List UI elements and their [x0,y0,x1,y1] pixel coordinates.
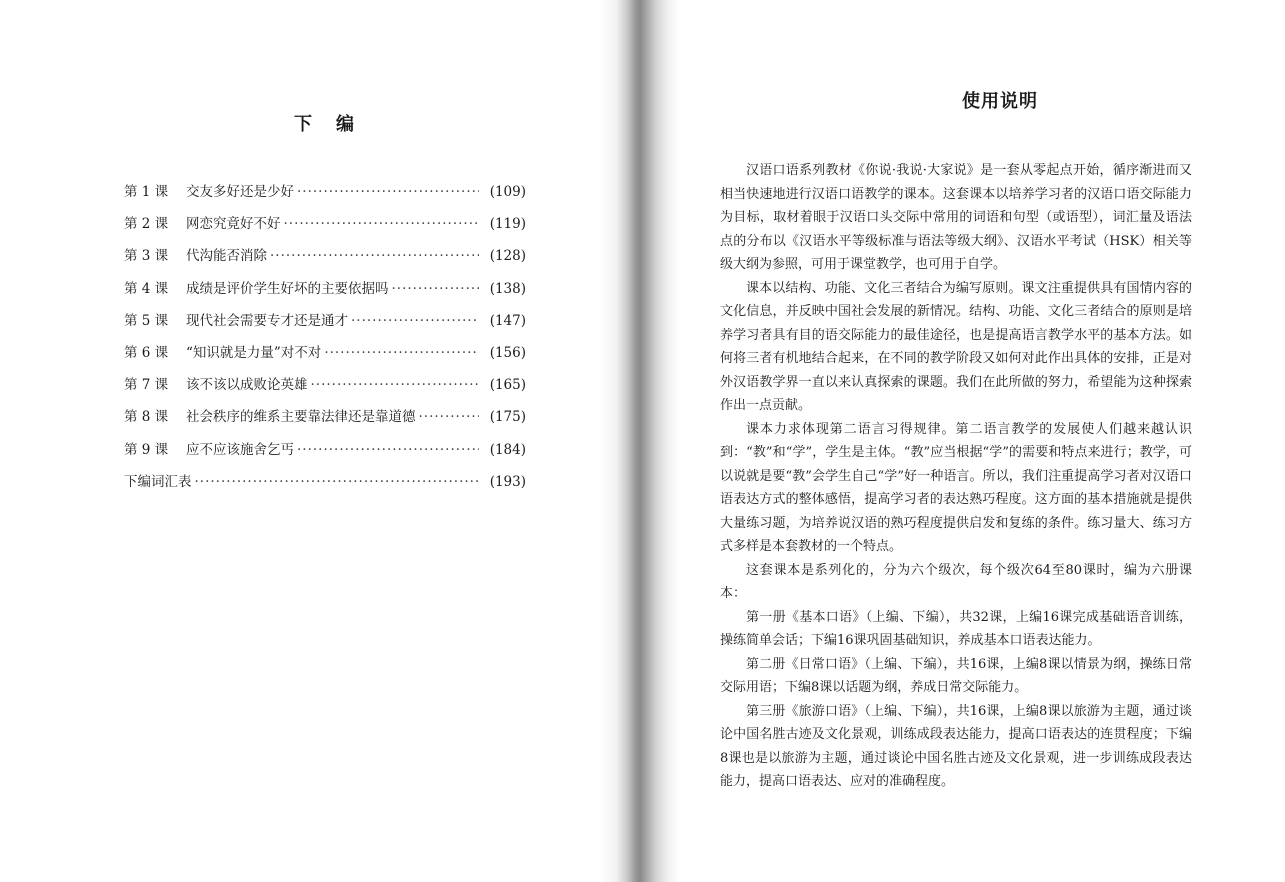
toc-leader-dots [324,345,479,361]
left-page [0,0,624,882]
toc-lesson-number: 第 8 课 [124,409,169,426]
toc-page-number: (156) [489,344,526,361]
toc-lesson-number: 第 9 课 [124,441,169,458]
guide-paragraph: 这套课本是系列化的，分为六个级次，每个级次64至80课时，编为六册课本： [720,562,1192,601]
toc-entry[interactable] [124,309,526,341]
toc-lesson-title: 社会秩序的维系主要靠法律还是靠道德 [186,409,416,426]
table-of-contents [124,180,526,502]
toc-title [124,110,526,136]
toc-leader-dots [351,313,479,329]
toc-vocabulary-title: 下编词汇表 [124,473,192,490]
toc-leader-dots [311,377,480,393]
toc-entry[interactable] [124,212,526,244]
toc-lesson-number: 第 6 课 [124,344,169,361]
toc-leader-dots [297,184,479,200]
toc-lesson-number: 第 4 课 [124,280,169,297]
toc-title-part2: 编 [336,114,356,135]
toc-entry[interactable] [124,373,526,405]
toc-page-number: (184) [489,441,526,458]
toc-page-number: (128) [489,248,526,265]
toc-lesson-title: 应不应该施舍乞丐 [186,441,294,458]
toc-entry[interactable] [124,180,526,212]
toc-page-number: (193) [489,473,526,490]
toc-lesson-number: 第 1 课 [124,184,169,200]
toc-entry[interactable] [124,405,526,437]
toc-entry[interactable] [124,277,526,309]
toc-entry[interactable] [124,341,526,373]
toc-leader-dots [270,248,479,264]
right-page [680,0,1285,882]
guide-paragraph: 第二册《日常口语》（上编、下编），共16课，上编8课以情景为纲，操练日常交际用语；下编8课以话题为纲，养成日常交际能力。 [720,656,1192,695]
guide-body [720,159,1192,794]
toc-entry-vocabulary[interactable] [124,470,526,502]
toc-leader-dots [195,474,480,490]
toc-leader-dots [284,216,480,232]
guide-paragraph: 第一册《基本口语》（上编、下编），共32课，上编16课完成基础语音训练，操练简单会话；下编16课巩固基础知识，养成基本口语表达能力。 [720,609,1192,648]
guide-title: 使用说明 [962,91,1038,112]
toc-lesson-title: 代沟能否消除 [186,248,267,265]
toc-lesson-title: 现代社会需要专才还是通才 [186,312,348,329]
toc-lesson-title: 成绩是评价学生好坏的主要依据吗 [186,280,389,297]
toc-leader-dots [392,281,480,297]
toc-entry[interactable] [124,244,526,276]
toc-lesson-number: 第 7 课 [124,377,169,394]
toc-page-number: (165) [489,377,526,394]
guide-paragraph: 汉语口语系列教材《你说·我说·大家说》是一套从零起点开始，循序渐进而又相当快速地进行汉语口语教学的课本。这套课本以培养学习者的汉语口语交际能力为目标，取材着眼于汉语口头交际中常用的词语和句型（或语型），词汇量及语法点的分布以《汉语水平等级标准与语法等级大纲》、汉语水平考试（HSK）相关等级大纲为参照，可用于课堂教学，也可用于自学。 [720,163,1192,272]
toc-lesson-title: 网恋究竟好不好 [186,216,281,233]
toc-page-number: (138) [489,280,526,297]
toc-page-number: (119) [489,216,526,233]
toc-page-number: (147) [489,312,526,329]
toc-lesson-number: 第 3 课 [124,248,169,265]
guide-paragraph: 课本以结构、功能、文化三者结合为编写原则。课文注重提供具有国情内容的文化信息，并反映中国社会发展的新情况。结构、功能、文化三者结合的原则是培养学习者具有目的语交际能力的最佳途径，也是提高语言教学水平的基本方法。如何将三者有机地结合起来，在不同的教学阶段又如何对此作出具体的安排，正是对外汉语教学界一直以来认真探索的课题。我们在此所做的努力，希望能为这种探索作出一点贡献。 [720,280,1192,413]
toc-lesson-title: 交友多好还是少好 [186,184,294,200]
toc-lesson-number: 第 2 课 [124,216,169,233]
toc-page-number: (175) [489,409,526,426]
toc-title-part1: 下 [294,114,314,135]
toc-lesson-title: “知识就是力量”对不对 [186,344,322,361]
toc-lesson-number: 第 5 课 [124,312,169,329]
guide-paragraph: 课本力求体现第二语言习得规律。第二语言教学的发展使人们越来越认识到：“教”和“学”，学生是主体。“教”应当根据“学”的需要和特点来进行；教学，可以说就是要“教”会学生自己“学”好一种语言。所以，我们注重提高学习者对汉语口语表达方式的整体感悟，提高学习者的表达熟巧程度。这方面的基本措施就是提供大量练习题，为培养说汉语的熟巧程度提供启发和复练的条件。练习量大、练习方式多样是本套教材的一个特点。 [720,421,1192,554]
toc-leader-dots [297,442,479,458]
toc-entry[interactable] [124,438,526,470]
toc-lesson-title: 该不该以成败论英雄 [186,377,308,394]
guide-paragraph: 第三册《旅游口语》（上编、下编），共16课，上编8课以旅游为主题，通过谈论中国名胜古迹及文化景观，训练成段表达能力，提高口语表达的连贯程度；下编8课也是以旅游为主题，通过谈论中国名胜古迹及文化景观，进一步训练成段表达能力，提高口语表达、应对的准确程度。 [720,703,1192,789]
book-gutter-shadow [600,0,680,882]
toc-leader-dots [419,409,480,425]
toc-page-number: (109) [489,184,526,200]
